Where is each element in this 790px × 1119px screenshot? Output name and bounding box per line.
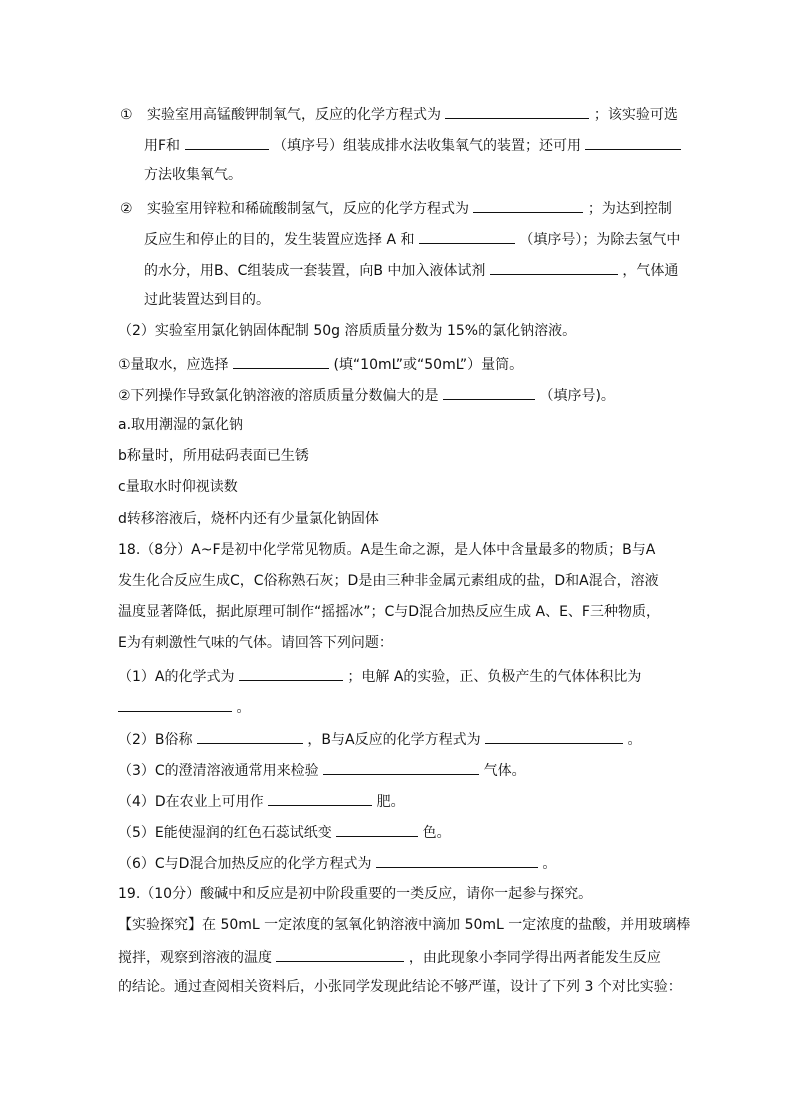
q19-line2-text-a: 搅拌，观察到溶液的温度: [118, 950, 272, 966]
q18-stem-text-4: E为有刺激性气味的气体。请回答下列问题：: [118, 635, 393, 651]
item2-line2-text-a: 反应生和停止的目的，发生装置应选择 A 和: [144, 232, 415, 248]
item2-line3-text-b: ，气体通: [622, 263, 679, 279]
item1-text-b: ；该实验可选: [593, 107, 678, 123]
q18-part3-text-a: （3）C的澄清溶液通常用来检验: [118, 763, 319, 779]
q19-line2: [118, 947, 661, 965]
answer-blank-fertilizer[interactable]: [268, 791, 372, 806]
part2-step1-text-a: ①量取水，应选择: [118, 357, 229, 373]
answer-blank-h2-equation[interactable]: [473, 198, 583, 213]
q18-stem-line1: [118, 541, 655, 559]
option-c: [118, 478, 238, 496]
q18-part4-text-a: （4）D在农业上可用作: [118, 794, 264, 810]
q18-part2-text-b: ，B与A反应的化学方程式为: [307, 732, 481, 748]
item1-text-a: 实验室用高锰酸钾制氧气，反应的化学方程式为: [147, 107, 442, 123]
q18-stem-text-1: 18.（8分）A~F是初中化学常见物质。A是生命之源，是人体中含量最多的物质；B与A: [118, 542, 656, 558]
q18-part6-text-b: 。: [542, 856, 557, 872]
q18-stem-text-3: 温度显著降低，据此原理可制作“摇摇冰”；C与D混合加热反应生成 A、E、F三种物质，: [118, 604, 660, 620]
answer-blank-cylinder[interactable]: [233, 354, 329, 369]
q18-part1: [118, 666, 641, 684]
answer-blank-test-gas[interactable]: [323, 760, 479, 775]
item2-line1: [120, 198, 672, 216]
answer-blank-b-a-equation[interactable]: [485, 729, 623, 744]
q18-part4: [118, 791, 405, 809]
item2-line3: [144, 260, 678, 278]
part2-step2: [118, 385, 615, 403]
q19-head: [118, 885, 592, 903]
q18-part2-text-a: （2）B俗称: [118, 732, 193, 748]
q18-part2-text-c: 。: [627, 732, 642, 748]
q19-line1-text: 【实验探究】在 50mL 一定浓度的氢氧化钠溶液中滴加 50mL 一定浓度的盐酸，并用玻璃棒: [118, 917, 691, 933]
q18-part5-text-a: （5）E能使湿润的红色石蕊试纸变: [118, 825, 332, 841]
option-a-text: a.取用潮湿的氯化钠: [118, 417, 244, 433]
option-b: [118, 447, 309, 465]
part2-intro: [118, 322, 576, 340]
q18-part1-cont: [118, 697, 250, 715]
part2-step1: [118, 354, 523, 372]
answer-blank-temperature[interactable]: [276, 947, 404, 962]
item2-text-b: ；为达到控制: [587, 201, 672, 217]
q18-part6-text-a: （6）C与D混合加热反应的化学方程式为: [118, 856, 372, 872]
q18-part1-text-c: 。: [236, 700, 251, 716]
option-d-text: d转移溶液后，烧杯内还有少量氯化钠固体: [118, 511, 379, 527]
item1-line3: [144, 166, 242, 184]
q18-part5-text-b: 色。: [422, 825, 451, 841]
q18-stem-line4: [118, 634, 393, 652]
option-b-text: b称量时，所用砝码表面已生锈: [118, 448, 309, 464]
answer-blank-o2-method[interactable]: [585, 135, 681, 150]
option-d: [118, 510, 379, 528]
answer-blank-volume-ratio[interactable]: [118, 697, 232, 712]
q18-stem-text-2: 发生化合反应生成C，C俗称熟石灰；D是由三种非金属元素组成的盐，D和A混合，溶液: [118, 573, 659, 589]
item1-line2-text-a: 用F和: [144, 138, 181, 154]
item2-line2: [144, 229, 680, 247]
q19-line1: [118, 916, 690, 934]
item2-line4-text: 过此装置达到目的。: [144, 292, 270, 308]
answer-blank-color[interactable]: [336, 822, 418, 837]
item2-line2-text-b: （填序号）；为除去氢气中: [519, 232, 681, 248]
answer-blank-drying-reagent[interactable]: [490, 260, 618, 275]
answer-blank-h2-apparatus[interactable]: [419, 229, 515, 244]
q18-stem-line2: [118, 572, 659, 590]
q18-part4-text-b: 肥。: [376, 794, 405, 810]
q18-stem-line3: [118, 603, 660, 621]
q18-part2: [118, 729, 642, 747]
answer-blank-kmno4-equation[interactable]: [445, 104, 589, 119]
q18-part3: [118, 760, 526, 778]
q19-line3: [118, 978, 682, 996]
answer-blank-a-formula[interactable]: [239, 666, 343, 681]
item2-line4: [144, 291, 270, 309]
answer-blank-c-d-equation[interactable]: [376, 853, 538, 868]
option-c-text: c量取水时仰视读数: [118, 479, 238, 495]
item2-line3-text-a: 的水分，用B、C组装成一套装置，向B 中加入液体试剂: [144, 263, 486, 279]
item1-line1: [120, 104, 678, 122]
part2-intro-text: （2）实验室用氯化钠固体配制 50g 溶质质量分数为 15%的氯化钠溶液。: [118, 323, 577, 339]
q19-line3-text: 的结论。通过查阅相关资料后，小张同学发现此结论不够严谨，设计了下列 3 个对比实验：: [118, 979, 682, 995]
part2-step1-text-b: (填“10mL”或“50mL”）量筒。: [333, 357, 524, 373]
q18-part5: [118, 822, 451, 840]
answer-blank-o2-apparatus[interactable]: [185, 135, 269, 150]
option-a: [118, 416, 243, 434]
q18-part6: [118, 853, 556, 871]
q19-line2-text-b: ，由此现象小李同学得出两者能发生反应: [408, 950, 661, 966]
part2-step2-text-a: ②下列操作导致氯化钠溶液的溶质质量分数偏大的是: [118, 388, 439, 404]
q19-head-text: 19.（10分）酸碱中和反应是初中阶段重要的一类反应，请你一起参与探究。: [118, 886, 593, 902]
q18-part3-text-b: 气体。: [483, 763, 526, 779]
part2-step2-text-b: （填序号)。: [539, 388, 615, 404]
answer-blank-b-name[interactable]: [197, 729, 303, 744]
item2-text-a: 实验室用锌粒和稀硫酸制氢气，反应的化学方程式为: [147, 201, 470, 217]
circled-1-marker: ①: [120, 107, 133, 123]
q18-part1-text-b: ；电解 A的实验，正、负极产生的气体体积比为: [347, 669, 642, 685]
item1-line2-text-b: （填序号）组装成排水法收集氧气的装置；还可用: [272, 138, 581, 154]
q18-part1-text-a: （1）A的化学式为: [118, 669, 235, 685]
item1-line2: [144, 135, 681, 153]
answer-blank-operation[interactable]: [443, 385, 535, 400]
item1-line3-text: 方法收集氧气。: [144, 167, 242, 183]
circled-2-marker: ②: [120, 201, 133, 217]
